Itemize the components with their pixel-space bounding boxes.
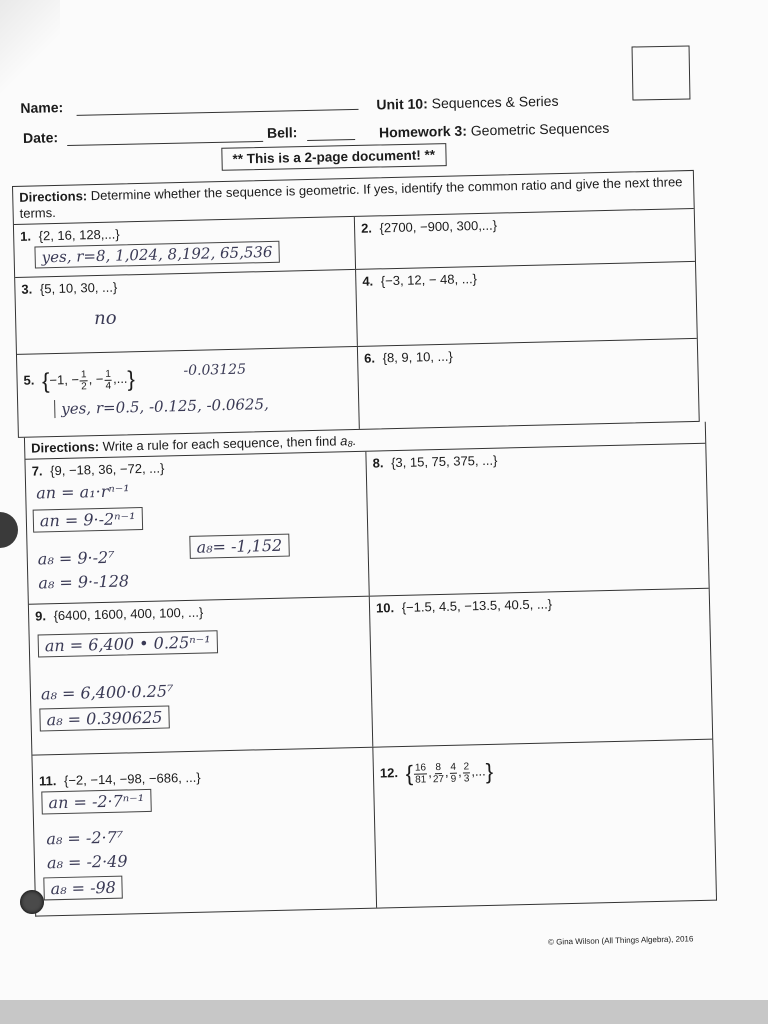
- problem-11: [32, 748, 376, 916]
- problem-number: 6.: [363, 350, 376, 366]
- name-label: Name:: [20, 99, 64, 116]
- handwritten-work: a₈ = -2·49: [46, 851, 128, 873]
- handwritten-answer: a₈ = -98: [43, 876, 123, 901]
- problem-1: [14, 217, 355, 277]
- problem-number: 12.: [379, 765, 399, 781]
- date-line: [67, 141, 263, 146]
- problem-sequence: {−2, −14, −98, −686, ...}: [63, 769, 201, 788]
- directions-label: Directions:: [31, 439, 100, 456]
- fraction: [414, 762, 428, 785]
- binder-clip: [0, 512, 18, 548]
- problem-sequence: {6400, 1600, 400, 100, ...}: [53, 604, 204, 624]
- problem-row: [29, 589, 712, 756]
- problem-number: 5.: [23, 372, 35, 389]
- denominator: 4: [105, 380, 112, 392]
- directions-variable: a₈.: [339, 432, 357, 449]
- bell-label: Bell:: [266, 124, 298, 141]
- directions-text: Write a rule for each sequence, then find: [102, 433, 337, 454]
- handwritten-answer: a₈= -1,152: [189, 534, 289, 559]
- close-brace: }: [485, 758, 494, 784]
- worksheet-header: [20, 73, 722, 178]
- problem-5-sequence: 5. {−1, − $\frac{1}{2}$ , − $\frac{1}{4}$ ,...}: [23, 366, 136, 394]
- problem-sequence: {8, 9, 10, ...}: [382, 348, 453, 366]
- problem-5: [17, 347, 359, 437]
- problem-grid: [12, 170, 729, 917]
- problem-row: [25, 444, 708, 605]
- problem-number: 11.: [38, 773, 57, 789]
- problem-number: 1.: [20, 228, 32, 244]
- problem-9: [29, 597, 372, 755]
- numerator: 16: [414, 761, 427, 774]
- problem-number: 9.: [34, 608, 47, 624]
- handwritten-work: an = 6,400 • 0.25ⁿ⁻¹: [38, 630, 218, 657]
- denominator: 27: [432, 773, 445, 785]
- problem-number: 8.: [372, 455, 384, 471]
- desk-surface: [0, 1000, 768, 1024]
- open-brace: {: [41, 368, 50, 394]
- unit-name: Sequences & Series: [431, 92, 559, 112]
- fraction: [432, 761, 444, 784]
- handwritten-work: an = 9·-2ⁿ⁻¹: [33, 507, 143, 533]
- fraction: [462, 761, 470, 784]
- sequence-end: ,...: [471, 763, 486, 779]
- homework-title: [379, 120, 610, 141]
- denominator: 81: [415, 773, 427, 786]
- numerator: 8: [435, 761, 442, 773]
- homework-label: Homework 3:: [378, 122, 468, 141]
- problem-sequence: {−3, 12, − 48, ...}: [380, 271, 478, 289]
- problem-number: 7.: [31, 463, 43, 479]
- numerator: 4: [450, 761, 457, 773]
- problem-number: 10.: [375, 600, 395, 616]
- open-brace: {: [405, 760, 414, 786]
- problem-sequence: {−1.5, 4.5, −13.5, 40.5, ...}: [401, 596, 553, 615]
- directions-text: Determine whether the sequence is geometric. If yes, identify the common ratio and give the next three terms.: [19, 174, 683, 221]
- binder-hole: [20, 890, 44, 914]
- problem-row: [32, 740, 716, 916]
- two-page-banner: ** This is a 2-page document! **: [221, 143, 446, 171]
- folded-corner: [0, 0, 60, 100]
- problem-6: [357, 339, 699, 429]
- problem-sequence: {5, 10, 30, ...}: [39, 279, 118, 297]
- handwritten-work: a₈ = -2·7⁷: [46, 827, 124, 849]
- date-label: Date:: [22, 129, 59, 146]
- handwritten-answer: a₈ = 0.390625: [39, 705, 169, 731]
- name-line: [77, 109, 359, 116]
- fraction: [449, 761, 457, 784]
- problem-row: [17, 339, 699, 437]
- handwritten-work: a₈ = 6,400·0.25⁷: [40, 681, 174, 704]
- unit-label: Unit 10:: [376, 95, 428, 113]
- fraction: [80, 369, 88, 392]
- section-1: [12, 170, 700, 438]
- problem-number: 2.: [360, 220, 373, 236]
- problem-sequence: {3, 15, 75, 375, ...}: [390, 452, 498, 471]
- directions-label: Directions:: [19, 188, 88, 205]
- homework-name: Geometric Sequences: [470, 119, 610, 139]
- problem-12-sequence: 12. { $\frac{16}{81}$ , $\frac{8}{27}$ , $\frac{4}{9}$ , $\frac{2}{3}$ ,...}: [379, 758, 494, 786]
- problem-7: [25, 452, 368, 604]
- handwritten-work: an = -2·7ⁿ⁻¹: [41, 789, 151, 815]
- problem-3: [15, 270, 357, 354]
- problem-8: [365, 444, 708, 596]
- numerator: 1: [80, 368, 87, 380]
- problem-4: [355, 262, 697, 346]
- handwritten-work: an = a₁·rⁿ⁻¹: [36, 481, 130, 503]
- problem-number: 4.: [362, 273, 374, 289]
- handwritten-work: a₈ = 9·-128: [38, 571, 130, 593]
- numerator: 1: [105, 368, 112, 380]
- denominator: 3: [463, 772, 470, 785]
- sequence-end: ,...: [112, 370, 128, 387]
- bell-line: [307, 139, 355, 141]
- section-2: [24, 422, 717, 917]
- problem-sequence: {9, −18, 36, −72, ...}: [50, 460, 165, 479]
- handwritten-answer: no: [93, 307, 117, 330]
- problem-sequence: {2, 16, 128,...}: [38, 226, 120, 244]
- problem-2: [354, 209, 695, 269]
- sequence-start: −1, −: [49, 371, 80, 388]
- denominator: 9: [450, 773, 457, 785]
- handwritten-work: a₈ = 9·-2⁷: [37, 547, 115, 569]
- unit-title: [376, 93, 558, 113]
- problem-sequence: {2700, −900, 300,...}: [379, 217, 498, 236]
- fraction: [104, 368, 112, 391]
- problem-12: [372, 740, 716, 908]
- numerator: 2: [463, 760, 470, 773]
- handwritten-answer: yes, r=0.5, -0.125, -0.0625,: [54, 395, 269, 418]
- close-brace: }: [127, 366, 136, 392]
- copyright-notice: © Gina Wilson (All Things Algebra), 2016: [547, 934, 694, 947]
- denominator: 2: [81, 380, 87, 392]
- problem-10: [369, 589, 712, 747]
- handwritten-answer: -0.03125: [183, 361, 247, 380]
- problem-11-sequence: [39, 766, 367, 789]
- problem-number: 3.: [21, 281, 33, 297]
- handwritten-answer: yes, r=8, 1,024, 8,192, 65,536: [34, 241, 279, 269]
